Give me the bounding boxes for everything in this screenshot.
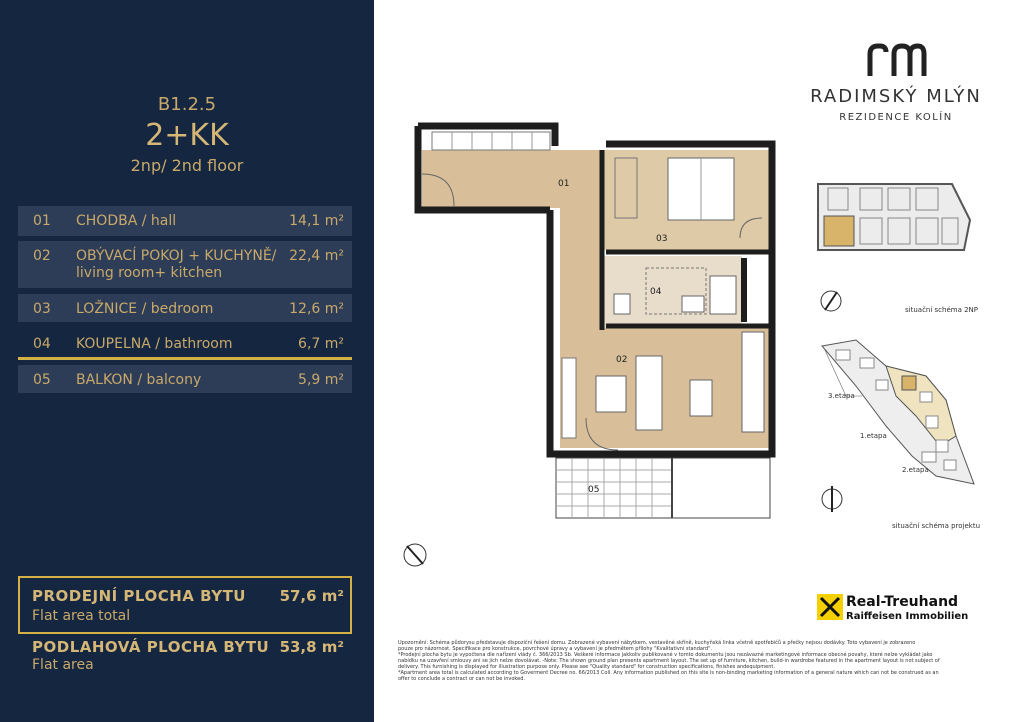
compass-icon-project	[818, 482, 846, 514]
project-scheme	[816, 336, 976, 486]
room-area: 12,6 m²	[289, 301, 344, 317]
sofa-icon	[636, 356, 662, 430]
room-number: 02	[33, 248, 51, 264]
armchair-icon	[596, 376, 626, 412]
sales-area-box	[18, 576, 352, 634]
project-scheme-caption: situační schéma projektu	[892, 522, 981, 530]
room-label-05: 05	[588, 485, 600, 495]
sales-area-value: 57,6 m²	[279, 587, 344, 605]
compass-icon-small	[818, 286, 844, 316]
unit-floor: 2np/ 2nd floor	[130, 156, 244, 175]
room-name: CHODBA / hall	[76, 213, 177, 229]
floor-area-sub: Flat area	[32, 657, 94, 673]
room-label-03: 03	[656, 234, 668, 244]
room-number: 04	[33, 336, 51, 352]
room-label-01: 01	[558, 179, 570, 189]
floor-hall-vertical	[560, 150, 602, 280]
room-name: KOUPELNA / bathroom	[76, 336, 233, 352]
room-row-balcony	[18, 365, 352, 393]
floor-scheme	[814, 180, 974, 258]
room-area: 5,9 m²	[298, 372, 344, 388]
sales-area-label: PRODEJNÍ PLOCHA BYTU	[32, 587, 246, 605]
room-label-04: 04	[650, 287, 662, 297]
room-label-02: 02	[616, 355, 628, 365]
sink-icon	[682, 296, 704, 312]
shower-icon	[710, 276, 736, 314]
toilet-icon	[614, 294, 630, 314]
room-number: 01	[33, 213, 51, 229]
unit-type: 2+KK	[145, 118, 229, 153]
sales-area-sub: Flat area total	[32, 608, 131, 624]
room-row-living	[18, 241, 352, 288]
room-area: 22,4 m²	[289, 248, 344, 264]
brand-logo-icon	[866, 40, 928, 80]
floor-area-value: 53,8 m²	[279, 638, 344, 656]
room-area: 14,1 m²	[289, 213, 344, 229]
partner-subtitle: Raiffeisen Immobilien	[846, 611, 969, 622]
info-panel	[0, 0, 374, 722]
raiffeisen-logo-icon	[817, 594, 843, 620]
wall-top-left	[418, 126, 555, 146]
table-icon	[690, 380, 712, 416]
floor-hall-link	[560, 280, 602, 328]
floor-plan	[410, 118, 782, 524]
kitchen-icon	[742, 332, 764, 432]
highlight-divider	[18, 357, 352, 360]
room-row-hall	[18, 206, 352, 236]
floor-living	[560, 328, 770, 448]
room-number: 05	[33, 372, 51, 388]
compass-icon	[400, 540, 430, 570]
room-area: 6,7 m²	[298, 336, 344, 352]
unit-code: B1.2.5	[157, 94, 217, 115]
disclaimer: Upozornění: Schéma půdorysu představuje dispoziční řešení domu. Zobrazené vybavení nábytkem, vestavěné skříně, kuchyňská linka včetně spotřebičů a přečky nejsou dodávky. Toto vybavení je zobrazeno pouze pro názornost. Specifikace pro konstrukce, povrchové úpravy a vybavení je předmětem přílohy "Kvalitativní standard". *Prodejní plocha bytu je vypočtena dle nařízení vlády č. 366/2013 Sb. Veškeré informace jakkoliv publikované v tomto dokumentu jsou nezávazné marketingové informace obecné povahy, které nelze vykládat jako nabídku na uzavření smlouvy ani se jich nelze dovolávat. -Note: The shown ground plan presents apartment layout. The set up of furniture, kitchen, build-in wardrobe featured in the apartment layout is not subject of delivery. This furnishing is displayed for illustration purpose only. Please see "Quality standard" for construction specifications, finishes andequipment. *Apartment area total is calculated according to Goverment Decree no. 66/2013 Coll. Any information published on this site is non-binding marketing information of a general nature which can not be construed as an offer to conclude a contract or can not be invoked.	[398, 640, 940, 682]
room-name: OBÝVACÍ POKOJ + KUCHYNĚ/ living room+ kitchen	[76, 248, 277, 281]
room-name: LOŽNICE / bedroom	[76, 301, 214, 317]
floor-scheme-caption: situační schéma 2NP	[905, 306, 979, 314]
floor-area-label: PODLAHOVÁ PLOCHA BYTU	[32, 638, 270, 656]
room-row-bedroom	[18, 294, 352, 322]
room-number: 03	[33, 301, 51, 317]
brand-name: RADIMSKÝ MLÝN	[810, 86, 982, 107]
room-row-bathroom	[18, 329, 352, 356]
room-name: BALKON / balcony	[76, 372, 202, 388]
etapa-1-label: 1.etapa	[860, 432, 887, 440]
brand-subtitle: REZIDENCE KOLÍN	[839, 112, 953, 123]
partner-name: Real-Treuhand	[846, 594, 959, 610]
etapa-3-label: 3.etapa	[828, 392, 855, 400]
etapa-2-label: 2.etapa	[902, 466, 929, 474]
